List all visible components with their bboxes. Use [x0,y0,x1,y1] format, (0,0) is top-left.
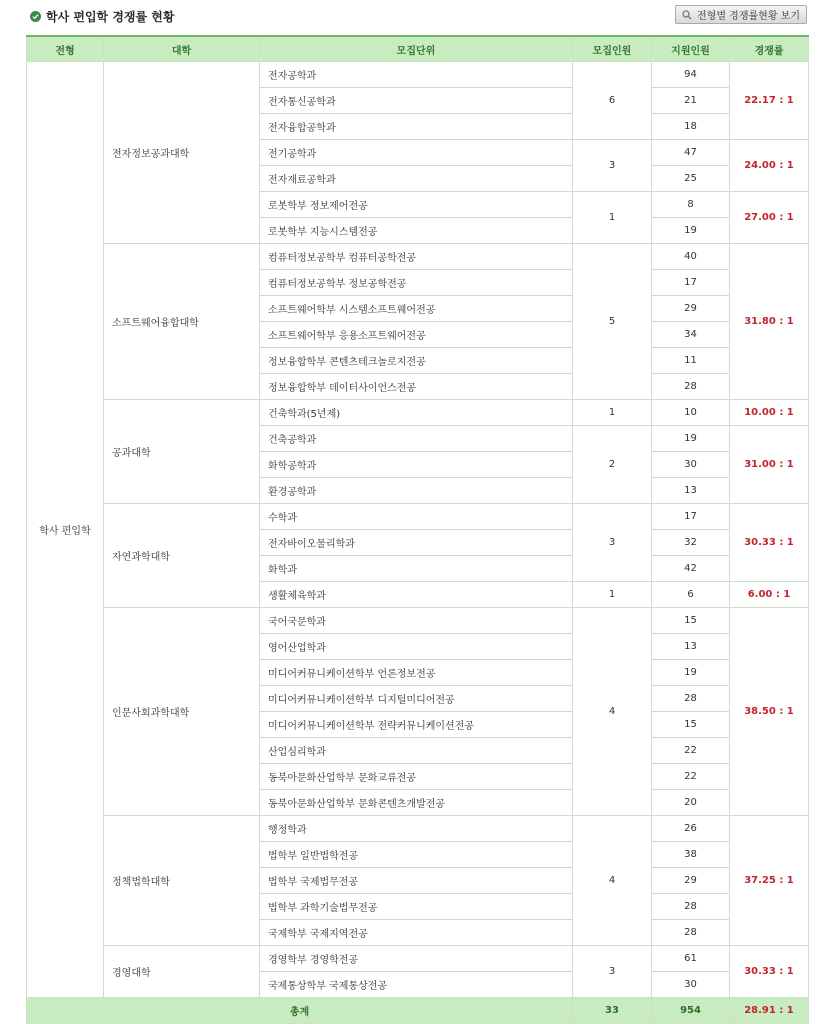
applicants-cell: 15 [652,712,730,738]
applicants-cell: 30 [652,452,730,478]
quota-cell: 3 [573,946,652,998]
applicants-cell: 17 [652,270,730,296]
applicants-cell: 47 [652,140,730,166]
table-body [27,62,809,1024]
unit-cell: 환경공학과 [260,478,573,504]
unit-cell: 동북아문화산업학부 문화교류전공 [260,764,573,790]
quota-cell: 2 [573,426,652,504]
table-row [27,62,809,88]
column-header-quota: 모집인원 [573,36,652,62]
table-header-row [27,36,809,62]
search-icon [682,10,692,20]
applicants-cell: 29 [652,868,730,894]
college-cell: 자연과학대학 [104,504,260,608]
unit-cell: 영어산업학과 [260,634,573,660]
applicants-cell: 28 [652,686,730,712]
applicants-cell: 28 [652,374,730,400]
applicants-cell: 13 [652,478,730,504]
applicants-cell: 32 [652,530,730,556]
applicants-cell: 40 [652,244,730,270]
unit-cell: 전기공학과 [260,140,573,166]
unit-cell: 전자융합공학과 [260,114,573,140]
check-circle-icon [30,11,41,22]
applicants-cell: 6 [652,582,730,608]
unit-cell: 전자바이오물리학과 [260,530,573,556]
total-ratio: 28.91 : 1 [730,998,809,1024]
total-quota: 33 [573,998,652,1024]
table-row [27,816,809,842]
applicants-cell: 94 [652,62,730,88]
applicants-cell: 30 [652,972,730,998]
unit-cell: 미디어커뮤니케이션학부 언론정보전공 [260,660,573,686]
unit-cell: 산업심리학과 [260,738,573,764]
unit-cell: 정보융합학부 데이터사이언스전공 [260,374,573,400]
unit-cell: 국어국문학과 [260,608,573,634]
track-cell: 학사 편입학 [27,62,104,998]
ratio-cell: 31.80 : 1 [730,244,809,400]
quota-cell: 1 [573,582,652,608]
ratio-cell: 10.00 : 1 [730,400,809,426]
applicants-cell: 18 [652,114,730,140]
unit-cell: 컴퓨터정보공학부 정보공학전공 [260,270,573,296]
applicants-cell: 26 [652,816,730,842]
unit-cell: 미디어커뮤니케이션학부 디지털미디어전공 [260,686,573,712]
applicants-cell: 20 [652,790,730,816]
applicants-cell: 15 [652,608,730,634]
unit-cell: 소프트웨어학부 시스템소프트웨어전공 [260,296,573,322]
quota-cell: 4 [573,816,652,946]
table-row [27,608,809,634]
total-label: 총계 [27,998,573,1024]
unit-cell: 로봇학부 정보제어전공 [260,192,573,218]
column-header-applicants: 지원인원 [652,36,730,62]
unit-cell: 생활체육학과 [260,582,573,608]
unit-cell: 동북아문화산업학부 문화콘텐츠개발전공 [260,790,573,816]
table-row [27,504,809,530]
applicants-cell: 19 [652,218,730,244]
quota-cell: 6 [573,62,652,140]
applicants-cell: 19 [652,660,730,686]
applicants-cell: 11 [652,348,730,374]
applicants-cell: 28 [652,920,730,946]
unit-cell: 법학부 과학기술법무전공 [260,894,573,920]
unit-cell: 전자통신공학과 [260,88,573,114]
applicants-cell: 29 [652,296,730,322]
unit-cell: 수학과 [260,504,573,530]
page-header [0,0,818,34]
applicants-cell: 28 [652,894,730,920]
unit-cell: 건축학과(5년제) [260,400,573,426]
ratio-cell: 30.33 : 1 [730,504,809,582]
ratio-cell: 31.00 : 1 [730,426,809,504]
unit-cell: 전자재료공학과 [260,166,573,192]
quota-cell: 3 [573,504,652,582]
quota-cell: 1 [573,192,652,244]
column-header-ratio: 경쟁률 [730,36,809,62]
ratio-cell: 22.17 : 1 [730,62,809,140]
unit-cell: 경영학부 경영학전공 [260,946,573,972]
view-by-track-button[interactable] [675,5,807,24]
column-header-track: 전형 [27,36,104,62]
unit-cell: 화학과 [260,556,573,582]
college-cell: 정책법학대학 [104,816,260,946]
applicants-cell: 17 [652,504,730,530]
applicants-cell: 22 [652,738,730,764]
column-header-college: 대학 [104,36,260,62]
table-row [27,946,809,972]
unit-cell: 국제통상학부 국제통상전공 [260,972,573,998]
total-row [27,998,809,1024]
ratio-cell: 37.25 : 1 [730,816,809,946]
view-by-track-button-label: 전형별 경쟁률현황 보기 [697,11,800,22]
total-applicants: 954 [652,998,730,1024]
page-title [30,8,174,25]
unit-cell: 로봇학부 지능시스템전공 [260,218,573,244]
unit-cell: 전자공학과 [260,62,573,88]
applicants-cell: 42 [652,556,730,582]
applicants-cell: 61 [652,946,730,972]
ratio-cell: 30.33 : 1 [730,946,809,998]
quota-cell: 1 [573,400,652,426]
ratio-cell: 27.00 : 1 [730,192,809,244]
unit-cell: 컴퓨터정보공학부 컴퓨터공학전공 [260,244,573,270]
applicants-cell: 25 [652,166,730,192]
quota-cell: 3 [573,140,652,192]
ratio-cell: 6.00 : 1 [730,582,809,608]
unit-cell: 미디어커뮤니케이션학부 전략커뮤니케이션전공 [260,712,573,738]
table-row [27,400,809,426]
applicants-cell: 34 [652,322,730,348]
ratio-cell: 24.00 : 1 [730,140,809,192]
unit-cell: 법학부 일반법학전공 [260,842,573,868]
unit-cell: 화학공학과 [260,452,573,478]
unit-cell: 건축공학과 [260,426,573,452]
college-cell: 소프트웨어융합대학 [104,244,260,400]
applicants-cell: 19 [652,426,730,452]
applicants-cell: 21 [652,88,730,114]
college-cell: 공과대학 [104,400,260,504]
table-row [27,244,809,270]
applicants-cell: 22 [652,764,730,790]
unit-cell: 국제학부 국제지역전공 [260,920,573,946]
college-cell: 인문사회과학대학 [104,608,260,816]
ratio-cell: 38.50 : 1 [730,608,809,816]
quota-cell: 4 [573,608,652,816]
applicants-cell: 38 [652,842,730,868]
unit-cell: 정보융합학부 콘텐츠테크놀로지전공 [260,348,573,374]
applicants-cell: 10 [652,400,730,426]
college-cell: 경영대학 [104,946,260,998]
applicants-cell: 13 [652,634,730,660]
applicants-cell: 8 [652,192,730,218]
column-header-unit: 모집단위 [260,36,573,62]
college-cell: 전자정보공과대학 [104,62,260,244]
page-title-text: 학사 편입학 경쟁률 현황 [46,10,175,24]
competition-rate-table [26,35,809,1024]
unit-cell: 소프트웨어학부 응용소프트웨어전공 [260,322,573,348]
unit-cell: 법학부 국제법무전공 [260,868,573,894]
unit-cell: 행정학과 [260,816,573,842]
quota-cell: 5 [573,244,652,400]
